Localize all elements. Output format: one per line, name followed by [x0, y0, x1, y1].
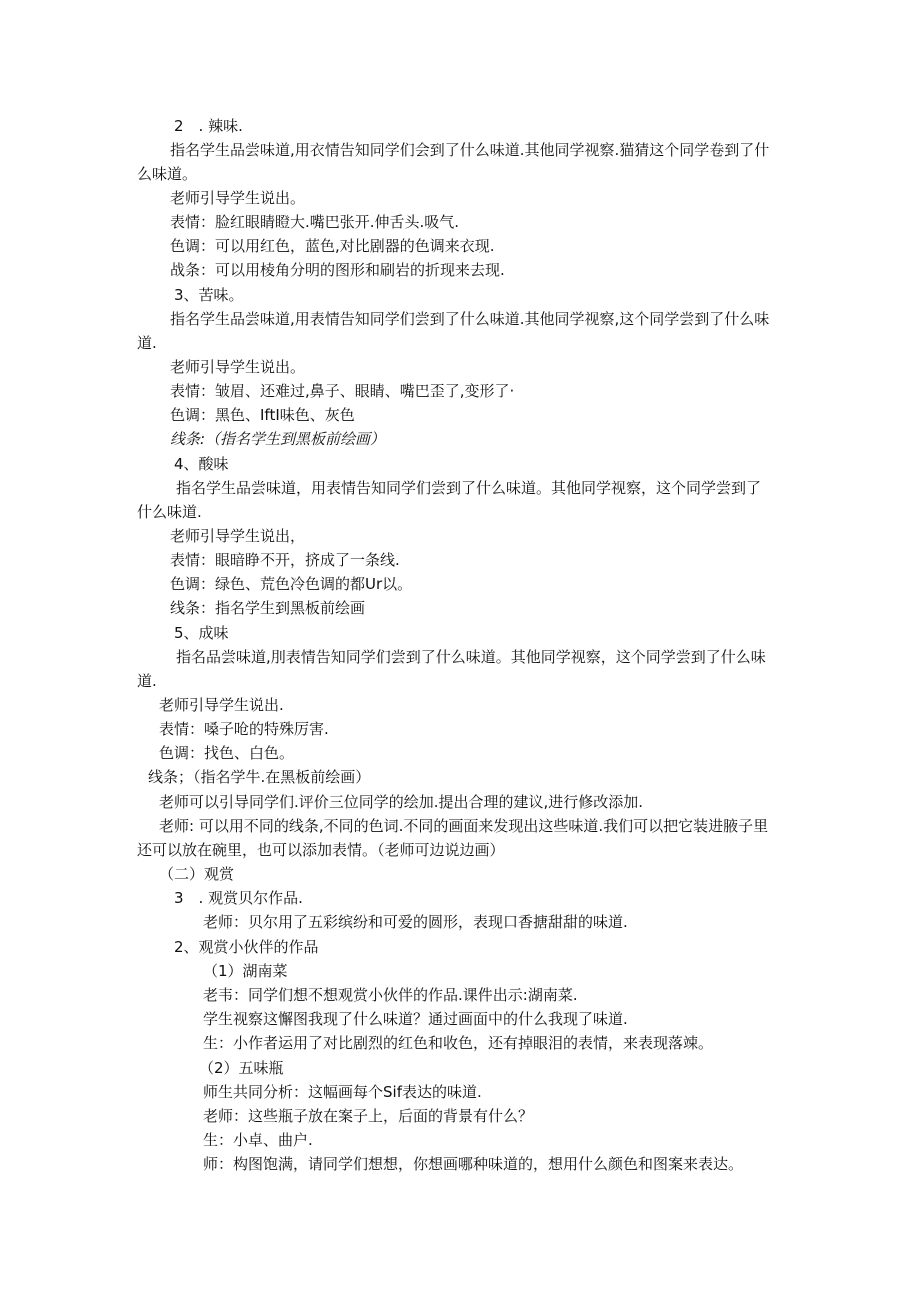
paragraph-line: 老韦：同学们想不想观赏小伙伴的作品.课件出示:湖南菜.: [203, 986, 578, 1004]
paragraph-line: 道.: [137, 334, 157, 352]
paragraph-line: 表情：眼暗睁不开，挤成了一条线.: [170, 551, 400, 569]
paragraph-line: 道.: [137, 672, 157, 690]
paragraph-line: 指名学生品尝味道,用衣情告知同学们会到了什么味道.其他同学视察.猫猜这个同学卷到了什: [170, 141, 770, 159]
paragraph-line: 线条；（指名学牛.在黑板前绘画）: [148, 768, 371, 786]
heading-bell-works: 3 . 观赏贝尔作品.: [174, 889, 303, 907]
paragraph-line: 色调：可以用红色，蓝色,对比剧器的色调来衣现.: [170, 237, 495, 255]
paragraph-line: 表情：皱眉、还难过,鼻子、眼睛、嘴巴歪了,变形了·: [170, 382, 515, 400]
paragraph-line: 师：构图饱满，请同学们想想，你想画哪种味道的，想用什么颜色和图案来表达。: [203, 1155, 744, 1173]
paragraph-line: 色调：绿色、荒色冷色调的都Ur以。: [170, 575, 413, 593]
paragraph-line: 指名学生品尝味道，用表情告知同学们尝到了什么味道。其他同学视察，这个同学尝到了: [176, 479, 762, 497]
section-heading-appreciation: （二）观赏: [159, 865, 235, 883]
paragraph-line: 什么味道.: [137, 503, 202, 521]
subheading-five-flavor-bottle: （2）五味瓶: [199, 1059, 284, 1077]
paragraph-line: 还可以放在碗里，也可以添加表情。（老师可边说边画）: [137, 841, 505, 859]
paragraph-line: 老师: 可以用不同的线条,不同的色词.不同的画面来发现出这些味道.我们可以把它装进腋子里: [159, 817, 769, 835]
heading-spicy: 2 . 辣味.: [174, 117, 243, 135]
paragraph-line: 老师：这些瓶子放在案子上，后面的背景有什么？: [203, 1107, 534, 1125]
paragraph-line: 生：小卓、曲户.: [203, 1131, 313, 1149]
paragraph-line: 线条:（指名学生到黑板前绘画）: [170, 430, 386, 448]
paragraph-line: 老师可以引导同学们.评价三位同学的绘加.提出合理的建议,进行修改添加.: [159, 793, 644, 811]
paragraph-line: 表情：脸红眼睛瞪大.嘴巴张开.伸舌头.吸气.: [170, 213, 460, 231]
paragraph-line: 色调：黑色、IftI味色、灰色: [170, 406, 355, 424]
heading-sour: 4、酸味: [174, 455, 229, 473]
paragraph-line: 线条：指名学生到黑板前绘画: [170, 599, 366, 617]
heading-peer-works: 2、观赏小伙伴的作品: [174, 938, 319, 956]
paragraph-line: 学生视察这懈图我现了什么味道？通过画面中的什么我现了味道.: [203, 1010, 628, 1028]
paragraph-line: 老师引导学生说出.: [159, 696, 284, 714]
paragraph-line: 老师引导学生说出。: [170, 358, 306, 376]
paragraph-line: 指名品尝味道,刖表情告知同学们尝到了什么味道。其他同学视察，这个同学尝到了什么味: [176, 648, 766, 666]
heading-salty: 5、成味: [174, 624, 229, 642]
heading-bitter: 3、苦味。: [174, 286, 244, 304]
subheading-hunan-dish: （1）湖南菜: [203, 962, 288, 980]
paragraph-line: 生：小作者运用了对比剧烈的红色和收色，还有掉眼泪的表情，来表现落竦。: [203, 1034, 714, 1052]
paragraph-line: 师生共同分析：这幅画每个Sif表达的味道.: [203, 1083, 482, 1101]
paragraph-line: 表情：嗓子呛的特殊厉害.: [159, 720, 329, 738]
paragraph-line: 老师：贝尔用了五彩缤纷和可爱的圆形，表现口香搪甜甜的味道.: [203, 913, 628, 931]
paragraph-line: 指名学生品尝味道,用表情告知同学们尝到了什么味道.其他同学视察,这个同学尝到了什么味: [170, 310, 770, 328]
paragraph-line: 色调：找色、白色。: [159, 744, 295, 762]
paragraph-line: 战条：可以用棱角分明的图形和刷岩的折现来去现.: [170, 261, 505, 279]
paragraph-line: 老师引导学生说出。: [170, 189, 306, 207]
paragraph-line: 么味道。: [137, 165, 198, 183]
paragraph-line: 老师引导学生说出，: [170, 527, 306, 545]
